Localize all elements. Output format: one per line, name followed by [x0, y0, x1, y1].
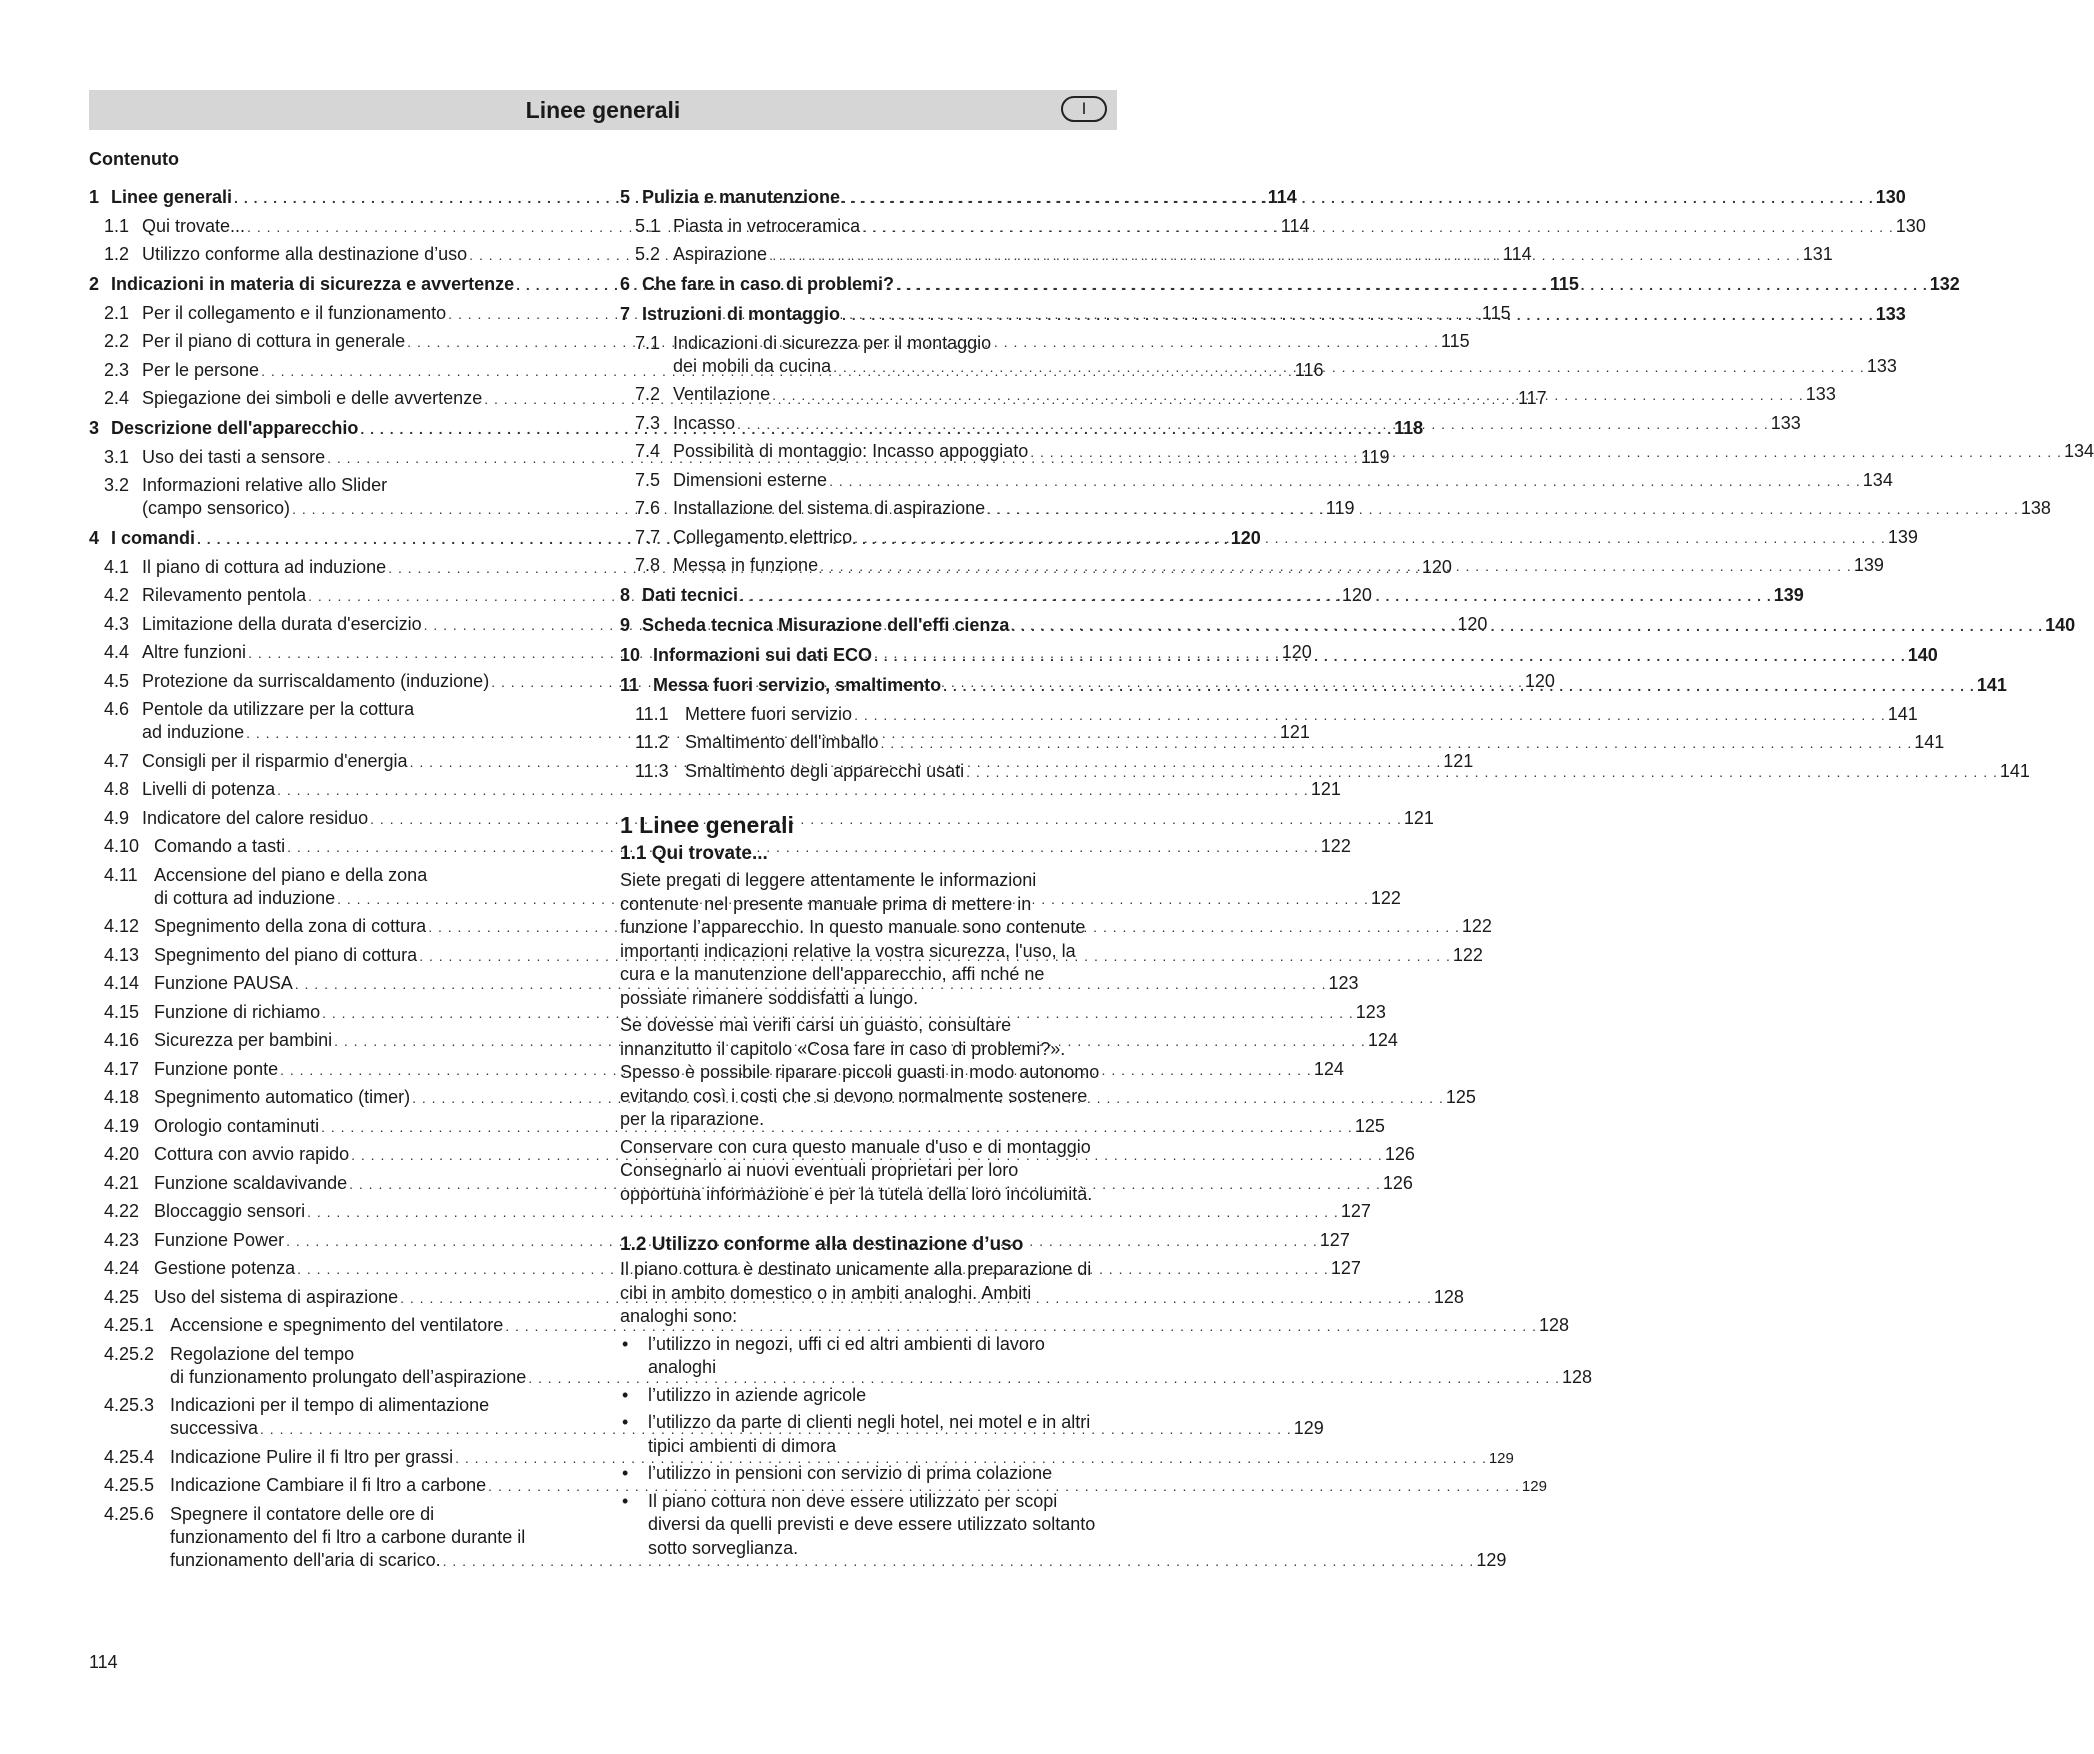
toc-page-number: 130: [1875, 187, 1906, 207]
toc-leader-dots: [987, 498, 2019, 521]
toc-number: 7.6: [635, 498, 661, 518]
toc-title: Incasso: [673, 412, 736, 433]
toc-page-number: 121: [1279, 722, 1310, 742]
toc-title: funzionamento del fi ltro a carbone durante il: [170, 1526, 526, 1547]
toc-page-number: 129: [1293, 1418, 1324, 1438]
toc-page-number: 126: [1384, 1144, 1415, 1164]
toc-entry: [89, 778, 1341, 802]
toc-number: 11: [620, 675, 640, 695]
toc-page-number: 123: [1328, 973, 1359, 993]
toc-number: 4.16: [104, 1030, 140, 1050]
toc-title: Dimensioni esterne: [673, 469, 828, 490]
toc-leader-dots: [854, 527, 1886, 550]
toc-leader-dots: [833, 356, 1865, 379]
toc-entry: [89, 1474, 1547, 1498]
toc-title: di funzionamento prolungato dell’aspirazione: [170, 1366, 527, 1387]
toc-number: 10: [620, 645, 641, 665]
bullet-list: [620, 1333, 1100, 1561]
toc-page-number: 128: [1538, 1315, 1569, 1335]
toc-title: Informazioni sui dati ECO: [653, 645, 873, 665]
toc-leader-dots: [874, 645, 1906, 668]
toc-title: I comandi: [111, 528, 196, 548]
toc-page-number: 115: [1549, 274, 1579, 294]
toc-title: Funzione Power: [154, 1229, 285, 1250]
language-badge: I: [1061, 96, 1107, 122]
toc-page-number: 129: [1521, 1478, 1547, 1495]
toc-number: 4.25.1: [104, 1315, 155, 1335]
toc-page-number: 122: [1452, 944, 1483, 965]
toc-page-number: 141: [1887, 703, 1918, 724]
toc-number: 4.19: [104, 1115, 140, 1136]
toc-number: 4.15: [104, 1001, 140, 1022]
toc-entry: [89, 1115, 1385, 1139]
toc-title: Messa in funzione: [673, 555, 819, 575]
toc-leader-dots: [772, 384, 1804, 407]
paragraph: Se dovesse mai verifi carsi un guasto, consultare innanzitutto il capitolo «Cosa fare in caso di problemi?». Spesso è possibile riparare piccoli guasti in modo autonomo evitando così i costi che si devono normalmente sostenere per la riparazione.: [620, 1015, 1100, 1129]
toc-title: Scheda tecnica Misurazione dell'effi cienza: [642, 615, 1010, 635]
toc-title: Piasta in vetroceramica: [673, 215, 861, 236]
toc-number: 4.24: [104, 1258, 140, 1278]
toc-page-number: 141: [1999, 760, 2030, 781]
toc-leader-dots: [896, 274, 1928, 297]
toc-page-number: 115: [1440, 331, 1470, 351]
toc-number: 4.17: [104, 1058, 140, 1079]
toc-title: Ventilazione: [673, 384, 771, 404]
paragraph: Il piano cottura è destinato unicamente alla preparazione di cibi in ambito domestico o in ambiti analoghi. Ambiti analoghi sono:: [620, 1259, 1092, 1326]
toc-page-number: 122: [1461, 916, 1492, 936]
toc-entry: [89, 1086, 1476, 1110]
toc-entry: [89, 1001, 1386, 1025]
toc-number: 4.25.4: [104, 1446, 155, 1467]
toc-number: 2.3: [104, 359, 130, 380]
toc-leader-dots: [842, 187, 1874, 210]
toc-number: 7.5: [635, 469, 661, 490]
toc-title: Informazioni relative allo Slider: [142, 475, 388, 495]
toc-page-number: 133: [1875, 304, 1906, 324]
toc-title: Spegnere il contatore delle ore di: [170, 1503, 435, 1524]
toc-title: Utilizzo conforme alla destinazione d’uso: [142, 244, 468, 264]
toc-number: 11.3: [635, 760, 669, 781]
toc-page-number: 121: [1443, 750, 1474, 771]
toc-leader-dots: [966, 761, 1998, 784]
toc-page-number: 120: [1281, 642, 1312, 662]
toc-number: 4.6: [104, 699, 130, 719]
toc-title: Collegamento elettrico: [673, 526, 853, 547]
toc-page-number: 132: [1929, 274, 1960, 294]
toc-number: 5: [620, 187, 631, 207]
list-item: • l’utilizzo da parte di clienti negli hotel, nei motel e in altri tipici ambienti di dimora: [620, 1411, 1100, 1458]
toc-number: 4.20: [104, 1144, 140, 1164]
toc-number: 4.18: [104, 1087, 140, 1107]
toc-title: Indicazioni in materia di sicurezza e avvertenze: [111, 274, 515, 294]
toc-number: 4.21: [104, 1172, 140, 1193]
toc-number: 7.7: [635, 526, 661, 547]
toc-title: Accensione del piano e della zona: [154, 864, 428, 885]
toc-page-number: 134: [2063, 441, 2094, 461]
toc-entry: [89, 1200, 1371, 1224]
toc-page-number: 114: [1502, 244, 1532, 264]
toc-number: 4.11: [104, 864, 138, 885]
toc-title: Spegnimento automatico (timer): [154, 1087, 411, 1107]
toc-number: 3.2: [104, 475, 130, 495]
toc-page-number: 128: [1561, 1366, 1593, 1387]
toc-entry: [89, 944, 1483, 968]
toc-page-number: 127: [1319, 1229, 1350, 1250]
toc-page-number: 124: [1313, 1058, 1344, 1079]
toc-title: Uso dei tasti a sensore: [142, 446, 326, 467]
toc-page-number: 134: [1862, 469, 1893, 490]
toc-number: 9: [620, 615, 631, 635]
toc-number: 11.1: [635, 703, 669, 724]
toc-page-number: 141: [1976, 675, 2007, 695]
toc-page-number: 122: [1320, 836, 1351, 856]
toc-number: 1.1: [104, 215, 130, 236]
list-item: • l’utilizzo in negozi, uffi ci ed altri ambienti di lavoro analoghi: [620, 1333, 1100, 1380]
toc-leader-dots: [862, 216, 1894, 239]
list-item: • Il piano cottura non deve essere utilizzato per scopi diversi da quelli previsti e deve essere utilizzato soltanto sotto sorveglianza.: [620, 1490, 1100, 1561]
toc-entry: [620, 703, 1918, 727]
toc-number: 4.5: [104, 670, 130, 691]
subsection-heading: 1.2 Utilizzo conforme alla destinazione d’uso: [620, 1234, 1024, 1255]
toc-page-number: 126: [1382, 1172, 1413, 1193]
toc-number: 4.8: [104, 779, 130, 799]
toc-page-number: 117: [1517, 388, 1547, 408]
toc-page-number: 124: [1367, 1030, 1398, 1050]
toc-title: Indicazione Pulire il fi ltro per grassi: [170, 1446, 454, 1467]
toc-number: 3: [89, 418, 100, 438]
toc-title: Descrizione dell'apparecchio: [111, 418, 359, 438]
toc-page-number: 141: [1914, 732, 1945, 752]
toc-number: 4.3: [104, 613, 130, 634]
toc-heading: Contenuto: [89, 149, 179, 169]
toc-number: 2.1: [104, 302, 130, 323]
toc-page-number: 127: [1340, 1201, 1371, 1221]
toc-title: Limitazione della durata d'esercizio: [142, 613, 422, 634]
toc-number: 2.4: [104, 388, 130, 408]
toc-leader-dots: [943, 675, 1975, 698]
toc-page-number: 125: [1445, 1087, 1476, 1107]
toc-entry: [89, 864, 1401, 911]
toc-title: Gestione potenza: [154, 1258, 296, 1278]
toc-title: Funzione scaldavivande: [154, 1172, 348, 1193]
toc-title: Funzione di richiamo: [154, 1001, 321, 1022]
toc-leader-dots: [842, 304, 1874, 327]
toc-title: successiva: [170, 1418, 259, 1438]
toc-entry: [89, 1143, 1415, 1167]
toc-number: 4.2: [104, 585, 130, 605]
toc-title: Spegnimento della zona di cottura: [154, 916, 427, 936]
toc-title: Rilevamento pentola: [142, 585, 307, 605]
toc-number: 4.1: [104, 556, 130, 577]
toc-page-number: 120: [1230, 528, 1261, 548]
toc-title: Bloccaggio sensori: [154, 1201, 306, 1221]
toc-page-number: 138: [2020, 498, 2051, 518]
toc-number: 4.25.6: [104, 1503, 155, 1524]
toc-number: 4.4: [104, 642, 130, 662]
toc-number: 6: [620, 274, 631, 294]
section-1: [620, 812, 1100, 1564]
toc-number: 7.3: [635, 412, 661, 433]
toc-number: 11.2: [635, 732, 669, 752]
toc-page-number: 120: [1457, 613, 1488, 634]
toc-title: funzionamento dell'aria di scarico.: [170, 1549, 441, 1570]
toc-number: 8: [620, 585, 631, 605]
toc-title: Che fare in caso di problemi?: [642, 274, 895, 294]
toc-page-number: 119: [1325, 498, 1355, 518]
toc-page-number: 131: [1802, 244, 1833, 264]
toc-leader-dots: [1030, 441, 2062, 464]
toc-page-number: 127: [1330, 1258, 1361, 1278]
toc-entry: [89, 915, 1492, 939]
toc-number: 4.25.5: [104, 1475, 155, 1495]
toc-title: Livelli di potenza: [142, 779, 276, 799]
toc-page-number: 114: [1267, 187, 1297, 207]
toc-page-number: 140: [1907, 645, 1938, 665]
toc-title: Spiegazione dei simboli e delle avvertenze: [142, 388, 483, 408]
toc-number: 5.2: [635, 244, 661, 264]
toc-title: Funzione PAUSA: [154, 973, 293, 993]
toc-page-number: 116: [1294, 359, 1324, 380]
toc-leader-dots: [737, 413, 1769, 436]
toc-number: 5.1: [635, 215, 661, 236]
toc-number: 7.1: [635, 332, 661, 353]
toc-title: Indicazioni per il tempo di alimentazione: [170, 1395, 490, 1415]
toc-page-number: 139: [1853, 555, 1884, 575]
subsection-heading: 1.1 Qui trovate...: [620, 843, 768, 864]
toc-number: 4.22: [104, 1201, 140, 1221]
toc-title: Per le persone: [142, 359, 260, 380]
toc-number: 4.25: [104, 1286, 140, 1307]
toc-number: 7: [620, 304, 631, 324]
toc-title: Cottura con avvio rapido: [154, 1144, 350, 1164]
toc-title: di cottura ad induzione: [154, 887, 336, 908]
toc-title: Per il collegamento e il funzionamento: [142, 302, 447, 323]
toc-title: (campo sensorico): [142, 498, 291, 518]
toc-page-number: 123: [1355, 1001, 1386, 1022]
toc-leader-dots: [881, 732, 1913, 755]
toc-number: 4.23: [104, 1229, 140, 1250]
toc-title: Pulizia e manutenzione: [642, 187, 841, 207]
toc-leader-dots: [740, 585, 1772, 608]
toc-number: 1.2: [104, 244, 130, 264]
toc-title: Uso del sistema di aspirazione: [154, 1286, 399, 1307]
toc-page-number: 119: [1360, 446, 1390, 467]
toc-title: Smaltimento degli apparecchi usati: [685, 760, 965, 781]
toc-page-number: 133: [1770, 412, 1801, 433]
toc-number: 4.14: [104, 973, 140, 993]
toc-title: Per il piano di cottura in generale: [142, 331, 406, 351]
toc-title: Comando a tasti: [154, 836, 286, 856]
toc-page-number: 129: [1488, 1449, 1514, 1467]
toc-title: Indicatore del calore residuo: [142, 807, 369, 828]
toc-title: Smaltimento dell'imballo: [685, 732, 879, 752]
toc-title: Indicazione Cambiare il fi ltro a carbone: [170, 1475, 487, 1495]
toc-page-number: 129: [1476, 1549, 1507, 1570]
toc-entry: [89, 1257, 1361, 1281]
toc-page-number: 120: [1341, 585, 1372, 605]
toc-leader-dots: [829, 470, 1861, 493]
toc-page-number: 122: [1370, 887, 1401, 908]
toc-title: Protezione da surriscaldamento (induzione): [142, 670, 490, 691]
list-item: • l’utilizzo in pensioni con servizio di prima colazione: [620, 1462, 1100, 1486]
toc-entry: [620, 469, 1893, 493]
toc-number: 2: [89, 274, 100, 294]
toc-page-number: 118: [1394, 418, 1424, 438]
toc-entry: [89, 1446, 1514, 1470]
toc-title: Orologio contaminuti: [154, 1115, 320, 1136]
toc-title: Linee generali: [111, 187, 233, 207]
toc-number: 4.13: [104, 944, 140, 965]
toc-title: Pentole da utilizzare per la cottura: [142, 699, 415, 719]
toc-page-number: 133: [1866, 355, 1897, 376]
toc-page-number: 128: [1433, 1286, 1464, 1307]
toc-title: Funzione ponte: [154, 1058, 279, 1079]
toc-title: Il piano di cottura ad induzione: [142, 556, 387, 577]
toc-page-number: 140: [2045, 615, 2076, 635]
toc-title: Messa fuori servizio, smaltimento: [653, 675, 942, 695]
toc-page-number: 139: [1887, 526, 1918, 547]
toc-number: 4.25.2: [104, 1343, 155, 1364]
page-title: Linee generali: [525, 97, 681, 123]
toc-page-number: 125: [1354, 1115, 1385, 1136]
toc-leader-dots: [854, 704, 1886, 727]
toc-number: 7.2: [635, 384, 661, 404]
toc-entry: [89, 1058, 1344, 1082]
header-bar: [89, 90, 1117, 130]
toc-title: Altre funzioni: [142, 642, 247, 662]
toc-entry: [89, 1314, 1569, 1338]
toc-title: Accensione e spegnimento del ventilatore: [170, 1315, 504, 1335]
toc-page-number: 120: [1421, 556, 1452, 577]
toc-page-number: 139: [1773, 585, 1804, 605]
toc-title: Mettere fuori servizio: [685, 703, 853, 724]
toc-title: Dati tecnici: [642, 585, 739, 605]
toc-title: Indicazioni di sicurezza per il montaggio: [673, 332, 992, 353]
toc-page-number: 115: [1481, 302, 1511, 323]
toc-title: Istruzioni di montaggio: [642, 304, 840, 324]
toc-leader-dots: [820, 555, 1852, 578]
toc-leader-dots: [1011, 615, 2043, 638]
toc-title: dei mobili da cucina: [673, 355, 832, 376]
toc-page-number: 130: [1895, 215, 1926, 236]
toc-number: 4.25.3: [104, 1395, 155, 1415]
toc-number: 7.4: [635, 441, 661, 461]
toc-page-number: 133: [1805, 384, 1836, 404]
toc-number: 3.1: [104, 446, 130, 467]
toc-leader-dots: [769, 244, 1801, 267]
toc-page-number: 121: [1310, 779, 1341, 799]
toc-page-number: 114: [1280, 215, 1310, 236]
toc-number: 2.2: [104, 331, 130, 351]
toc-entry: [89, 972, 1359, 996]
list-item: • l’utilizzo in aziende agricole: [620, 1384, 1100, 1408]
page-number: 114: [89, 1652, 118, 1672]
toc-number: 4.10: [104, 836, 140, 856]
toc-entry: [89, 1172, 1413, 1196]
toc-title: Consigli per il risparmio d'energia: [142, 750, 408, 771]
toc-title: ad induzione: [142, 722, 245, 742]
toc-title: Aspirazione: [673, 244, 768, 264]
toc-page-number: 120: [1524, 670, 1555, 691]
toc-number: 4.9: [104, 807, 130, 828]
toc-title: Regolazione del tempo: [170, 1343, 355, 1364]
toc-page-number: 121: [1403, 807, 1434, 828]
toc-number: 4.12: [104, 916, 140, 936]
paragraph: Conservare con cura questo manuale d'uso e di montaggio Consegnarlo ai nuovi eventuali proprietari per loro opportuna informazione e per la tutela della loro incolumità.: [620, 1136, 1093, 1204]
toc-number: 4: [89, 528, 100, 548]
section-heading: 1 Linee generali: [620, 812, 794, 838]
toc-title: Possibilità di montaggio: Incasso appoggiato: [673, 441, 1029, 461]
toc-number: 4.7: [104, 750, 130, 771]
toc-title: Installazione del sistema di aspirazione: [673, 498, 986, 518]
toc-title: Sicurezza per bambini: [154, 1030, 333, 1050]
toc-number: 7.8: [635, 555, 661, 575]
toc-title: Spegnimento del piano di cottura: [154, 944, 418, 965]
paragraph: Siete pregati di leggere attentamente le informazioni contenute nel presente manuale prima di mettere in funzione l’apparecchio. In questo manuale sono contenute importanti indicazioni relative la vostra sicurezza, l'uso, la cura e la manutenzione dell'apparecchio, affi nché ne possiate rimanere soddisfatti a lungo.: [620, 870, 1086, 1008]
toc-number: 1: [89, 187, 100, 207]
toc-entry: [89, 1029, 1398, 1053]
toc-title: Qui trovate...: [142, 215, 246, 236]
toc-entry: [89, 1286, 1464, 1310]
